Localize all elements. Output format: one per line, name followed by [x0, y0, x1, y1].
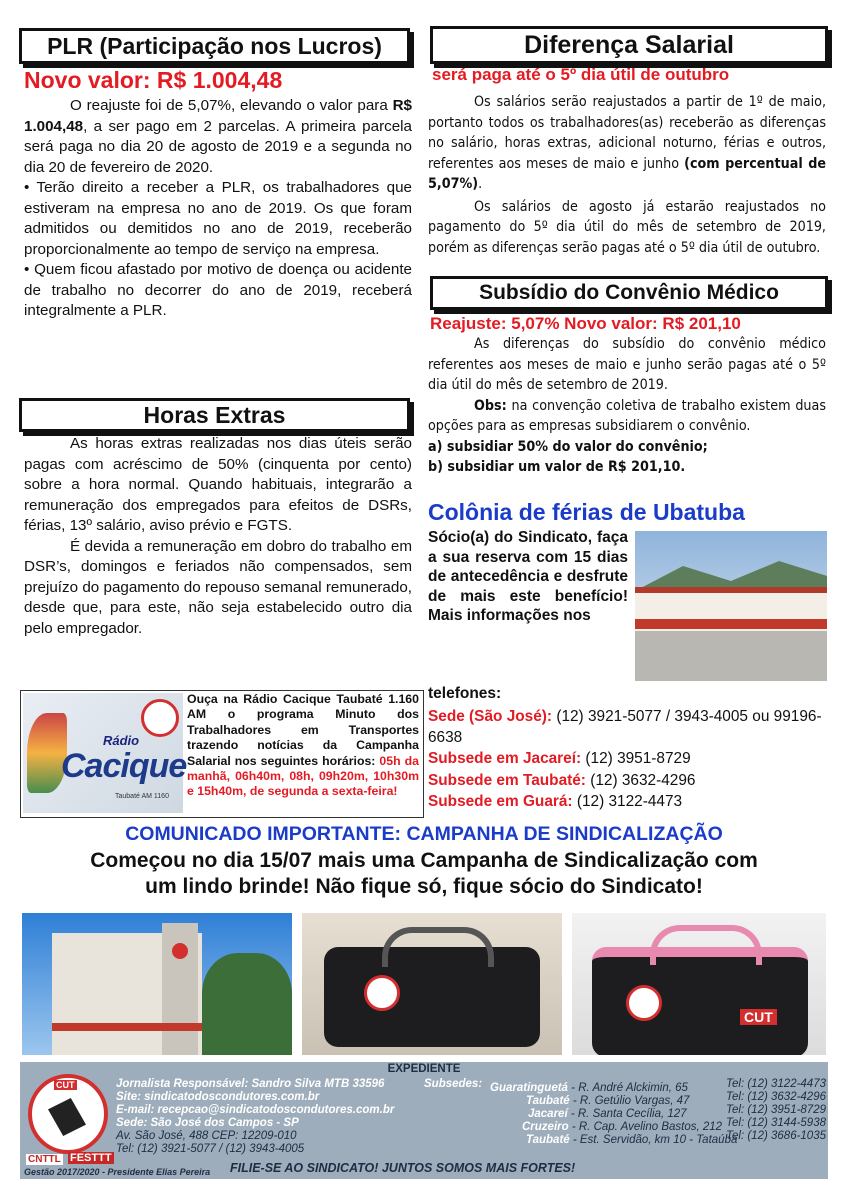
building-tree [202, 953, 292, 1055]
footer-logo-festtt: FESTTT [70, 1152, 112, 1164]
colonia-roof [635, 587, 827, 593]
footer-jornalista: Jornalista Responsável: Sandro Silva MTB 33596 [116, 1078, 385, 1090]
bag-black-photo [302, 913, 562, 1055]
building-photo [22, 913, 292, 1055]
building-trim [52, 1023, 202, 1031]
horas-p2: É devida a remuneração em dobro do trabalho em DSR’s, domingos e feriados não compensados, sem prejuízo do pagamento do repouso semanal remunerado, desde que, para este, não seja estabelecido outro dia pelo empregador. [24, 537, 412, 637]
phone-jacarei-number: (12) 3951-8729 [585, 750, 691, 768]
subsede-addr: - R. André Alckimin, 65 [567, 1082, 688, 1094]
diferenca-subtitle: será paga até o 5º dia útil de outubro [432, 65, 730, 84]
bag-pink-handle [650, 925, 762, 965]
comunicado-line2: um lindo brinde! Não fique só, fique sócio do Sindicato! [145, 875, 703, 898]
plr-p1c: , a ser pago em 2 parcelas. A primeira parcela será paga no dia 20 de agosto de 2019 e a segunda no dia 20 de fevereiro de 2020. [24, 117, 412, 176]
footer-tel: Tel: (12) 3921-5077 / (12) 3943-4005 [116, 1143, 305, 1155]
colonia-title: Colônia de férias de Ubatuba [428, 499, 745, 525]
footer-email: E-mail: recepcao@sindicatodoscondutores.com.br [116, 1104, 395, 1116]
footer-subsedes [490, 1078, 826, 1146]
phone-jacarei-label: Subsede em Jacareí: [428, 750, 582, 768]
colonia-phones [428, 706, 828, 812]
phone-sede-number: (12) 3921-5077 / 3943-4005 ou 99196-6638 [428, 708, 822, 747]
radio-times: 05h da manhã, 06h40m, 08h, 09h20m, 10h30m e 15h40m, de segunda a sexta-feira! [187, 753, 419, 799]
plr-p1a: O reajuste foi de 5,07%, elevando o valor para [70, 97, 393, 114]
footer-expediente [20, 1062, 828, 1179]
plr-p2: • Terão direito a receber a PLR, os trabalhadores que estiveram na empresa no ano de 2019. Os que foram admitidos ou demitidos no ano de 2019, receberão proporcionalmente ao tempo de serviço na empresa. [24, 179, 412, 258]
radio-text: Ouça na Rádio Cacique Taubaté 1.160 AM o programa Minuto dos Trabalhadores em Transportes trazendo notícias da Campanha Salarial nos seguintes horários: [187, 692, 419, 768]
plr-subtitle: Novo valor: R$ 1.004,48 [24, 67, 283, 93]
subsede-addr: - R. Santa Cecília, 127 [567, 1108, 687, 1120]
horas-body [24, 434, 412, 639]
diferenca-title: Diferença Salarial [430, 26, 828, 64]
diferenca-p1b: (com percentual de 5,07%) [428, 155, 827, 192]
subsede-city: Jacareí [528, 1108, 568, 1120]
bag-pink-photo [572, 913, 826, 1055]
comunicado-line1: Começou no dia 15/07 mais uma Campanha de Sindicalização com [90, 849, 758, 872]
footer-logo-cut: CUT [56, 1080, 75, 1090]
subsede-addr: - Est. Servidão, km 10 - Tataúba [569, 1134, 738, 1146]
subsede-row [490, 1091, 826, 1107]
subsidio-obs-text: na convenção coletiva de trabalho existem duas opções para as empresas subsidiarem o convênio. [428, 397, 826, 434]
subsidio-opt-a: a) subsidiar 50% do valor do convênio; [428, 438, 708, 455]
subsidio-p1: As diferenças do subsídio do convênio médico referentes aos meses de maio e junho serão pagas até o 5º dia útil do mês de setembro de 2019. [428, 336, 826, 393]
diferenca-body [428, 92, 826, 258]
subsede-city: Taubaté [526, 1134, 570, 1146]
colonia-ground [635, 631, 827, 681]
phone-guara-number: (12) 3122-4473 [576, 792, 683, 810]
plr-p1b: R$ 1.004,48 [24, 97, 412, 135]
footer-left [116, 1078, 394, 1156]
subsede-tel: Tel: (12) 3144-5938 [726, 1117, 826, 1129]
subsidio-opt-b: b) subsidiar um valor de R$ 201,10. [428, 459, 686, 475]
subsidio-body [428, 334, 826, 478]
phone-guara-label: Subsede em Guará: [428, 792, 573, 810]
footer-address: Av. São José, 488 CEP: 12209-010 [116, 1130, 297, 1142]
subsede-addr: - R. Getúlio Vargas, 47 [569, 1095, 690, 1107]
colonia-photo [635, 531, 827, 681]
phone-taubate-number: (12) 3632-4296 [590, 771, 696, 789]
diferenca-p1c: . [478, 176, 483, 192]
subsede-city: Cruzeiro [522, 1121, 569, 1133]
subsede-tel: Tel: (12) 3951-8729 [726, 1104, 826, 1116]
colonia-trim [635, 619, 827, 629]
plr-body [24, 96, 412, 322]
plr-title: PLR (Participação nos Lucros) [19, 28, 410, 64]
subsede-tel: Tel: (12) 3632-4296 [726, 1091, 826, 1103]
colonia-text: Sócio(a) do Sindicato, faça a sua reserva com 15 dias de antecedência e desfrute de mais este benefício! Mais informações nos [428, 529, 628, 624]
footer-title: EXPEDIENTE [387, 1063, 461, 1075]
subsede-row [490, 1130, 826, 1146]
bag-pink-emblem [626, 985, 662, 1021]
footer-logo-mark [48, 1098, 86, 1136]
footer-slogan: FILIE-SE AO SINDICATO! JUNTOS SOMOS MAIS FORTES! [230, 1161, 576, 1175]
subsede-row [490, 1078, 826, 1094]
footer-sede: Sede: São José dos Campos - SP [116, 1117, 299, 1129]
phone-sede [428, 706, 828, 748]
phone-guara [428, 791, 828, 812]
phone-taubate [428, 770, 828, 791]
subsede-row [490, 1104, 826, 1120]
radio-logo-small: Rádio [103, 733, 140, 748]
radio-cut-emblem [141, 699, 179, 737]
radio-box [20, 690, 424, 818]
phone-jacarei [428, 748, 828, 769]
subsede-row [490, 1117, 826, 1133]
subsede-tel: Tel: (12) 3122-4473 [726, 1078, 826, 1090]
horas-p1: As horas extras realizadas nos dias úteis serão pagas com acréscimo de 50% (cinquenta por cento) sobre a hora normal. Quando habituais, integrarão a remuneração dos empregados para efeitos de DSRs, férias, 13º salário, aviso prévio e FGTS. [24, 435, 412, 534]
subsede-addr: - R. Cap. Avelino Bastos, 212 [568, 1121, 723, 1133]
plr-p3: • Quem ficou afastado por motivo de doença ou acidente de trabalho no decorrer do ano de 2019, receberá integralmente a PLR. [24, 261, 412, 319]
phone-sede-label: Sede (São José): [428, 708, 553, 725]
footer-site: Site: sindicatodoscondutores.com.br [116, 1091, 320, 1103]
building-sign [172, 943, 188, 959]
radio-text-block [187, 692, 419, 800]
subsede-city: Guaratinguetá [490, 1082, 568, 1094]
radio-logo-sub: Taubaté AM 1160 [115, 793, 169, 800]
radio-logo [23, 693, 187, 813]
comunicado-title: COMUNICADO IMPORTANTE: CAMPANHA DE SINDICALIZAÇÃO [125, 823, 723, 845]
subsede-city: Taubaté [526, 1095, 570, 1107]
footer-logo-cnttl: CNTTL [28, 1154, 61, 1165]
bag-pink-cut-logo: CUT [740, 1009, 777, 1025]
phone-taubate-label: Subsede em Taubaté: [428, 771, 586, 789]
diferenca-p2: Os salários de agosto já estarão reajustados no pagamento do 5º dia útil do mês de setembro de 2019, porém as diferenças serão pagas até o 5º dia útil de outubro. [428, 198, 826, 256]
diferenca-p1a: Os salários serão reajustados a partir de 1º de maio, portanto todos os trabalhadores(as) receberão as diferenças no salário, horas extras, adicional noturno, férias e outros, referentes aos meses de maio e junho [428, 94, 826, 172]
bag-black-handle [382, 927, 494, 967]
colonia-phones-label: telefones: [428, 685, 502, 702]
subsidio-title: Subsídio do Convênio Médico [430, 276, 828, 310]
footer-gestao: Gestão 2017/2020 - Presidente Elias Pereira [24, 1167, 211, 1177]
subsede-tel: Tel: (12) 3686-1035 [726, 1130, 826, 1142]
bag-black-emblem [364, 975, 400, 1011]
subsidio-obs-label: Obs: [474, 397, 507, 414]
horas-title: Horas Extras [19, 398, 410, 432]
footer-logo [28, 1074, 108, 1154]
footer-subsedes-label: Subsedes: [424, 1078, 483, 1090]
subsidio-subtitle: Reajuste: 5,07% Novo valor: R$ 201,10 [430, 314, 741, 333]
radio-logo-big: Cacique [61, 747, 187, 785]
